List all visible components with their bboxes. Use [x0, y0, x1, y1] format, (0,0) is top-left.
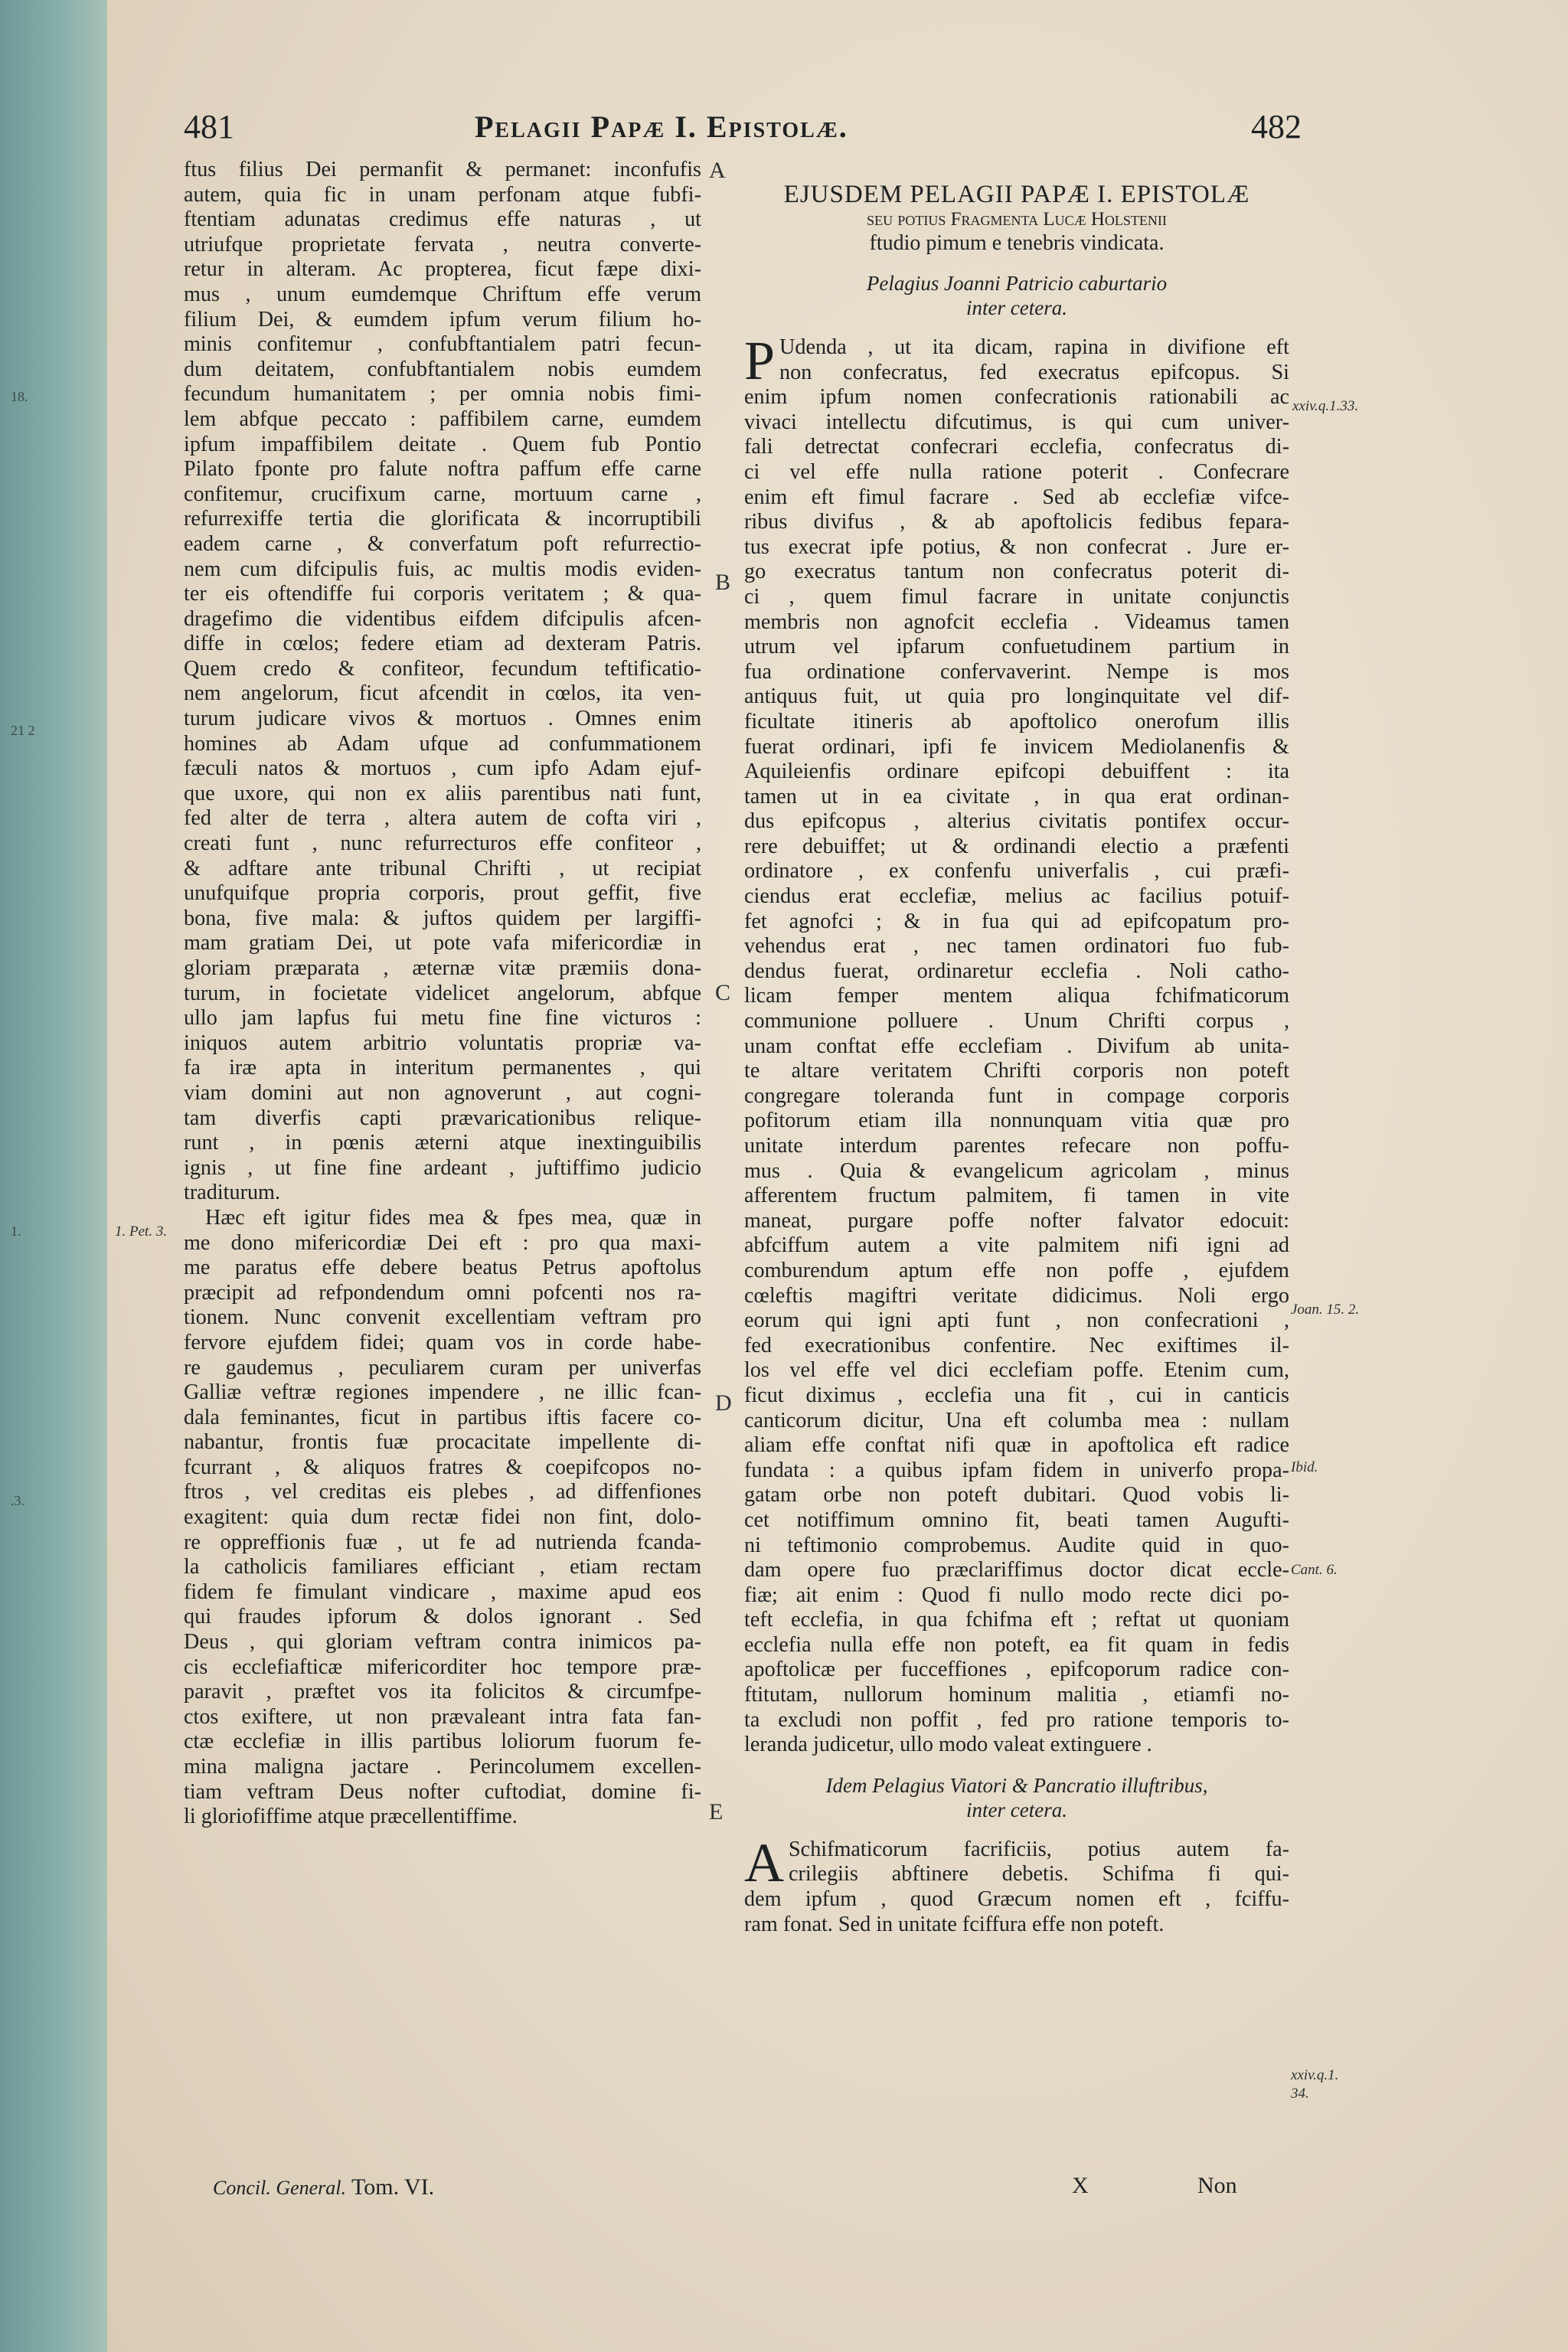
margin-reference: 1. Pet. 3.	[115, 1223, 168, 1240]
text-line: apoftolicæ per fucceffiones , epifcoporum radice con-	[744, 1658, 1289, 1682]
text-line: ctæ ecclefiæ in illis partibus loliorum fuorum fe-	[184, 1730, 701, 1754]
text-line: nem cum difcipulis fuis, ac multis modis eviden-	[184, 557, 701, 581]
text-line: fali detrectat confecrari ecclefia, confecratus di-	[744, 435, 1289, 459]
text-line: dem ipfum , quod Græcum nomen eft , fciffu-	[744, 1887, 1289, 1912]
text-line: fecundum humanitatem ; per omnia nobis fimi-	[184, 382, 701, 407]
page-number-right: 482	[1251, 108, 1302, 145]
text-line: fed alter de terra , altera autem de cofta viri ,	[184, 806, 701, 831]
text-line: filium Dei, & eumdem ipfum verum filium ho-	[184, 307, 701, 332]
text-line: ribus divifus , & ab apoftolicis fedibus fepara-	[744, 510, 1289, 534]
left-column-text	[184, 158, 701, 1830]
text-line: dam opere fuo præclariffimus doctor dicat eccle-	[744, 1558, 1289, 1583]
text-line: tionem. Nunc convenit excellentiam veftram pro	[184, 1305, 701, 1330]
gutter-mark: .3.	[11, 1493, 24, 1508]
text-line: cet notiffimum omnino fit, beati tamen Augufti-	[744, 1508, 1289, 1532]
text-line: aliam effe conftat nifi quæ in apoftolica eft radice	[744, 1433, 1289, 1458]
section-title: EJUSDEM PELAGII PAPÆ I. EPISTOLÆ	[783, 181, 1250, 208]
footer-tome: Tom. VI.	[351, 2174, 435, 2200]
text-line: mam gratiam Dei, ut pote vafa mifericordiæ in	[184, 931, 701, 956]
text-line: mina maligna jactare . Perincolumem excellen-	[184, 1755, 701, 1779]
text-line: dus epifcopus , alterius civitatis pontifex occur-	[744, 809, 1289, 834]
text-line: ctos exiftere, ut non prævaleant intra fata fan-	[184, 1704, 701, 1729]
text-line: fervore ejufdem fidei; quam vos in corde habe-	[184, 1330, 701, 1354]
text-line: unam conftat effe ecclefiam . Divifum ab unita-	[744, 1034, 1289, 1058]
text-line: ordinatore , ex confenfu univerfalis , cui præfi-	[744, 859, 1289, 884]
gutter-mark: 21 2	[11, 723, 35, 738]
text-line: dala feminantes, ficut in partibus iftis facere co-	[184, 1405, 701, 1429]
text-line: li gloriofiffime atque præcellentiffime.	[184, 1805, 518, 1829]
text-line: cœleftis magiftri veritate didicimus. Noli ergo	[744, 1283, 1289, 1308]
text-line: præcipit ad refpondendum omni pofcenti nos ra-	[184, 1280, 701, 1305]
text-line: ftitutam, nullorum hominum malitia , etiamfi no-	[744, 1683, 1289, 1707]
text-line: autem, quia fic in unam perfonam atque fubfi-	[184, 182, 701, 207]
drop-cap: A	[744, 1831, 784, 1893]
running-title: Pelagii Papæ I. Epistolæ.	[475, 109, 848, 144]
text-line: utriufque proprietate fervata , neutra converte-	[184, 232, 701, 256]
text-line: abfciffum autem a vite palmitem nifi igni ad	[744, 1233, 1289, 1258]
text-line: confitemur, crucifixum carne, mortuum carne ,	[184, 482, 701, 506]
margin-reference: 34.	[1291, 2086, 1309, 2102]
text-line: tiam veftram Deus nofter cuftodiat, domine fi-	[184, 1779, 701, 1804]
text-line: ciendus erat ecclefiæ, melius ac facilius potuif-	[744, 884, 1289, 909]
margin-reference: Ibid.	[1291, 1459, 1318, 1475]
text-line: re oppreffionis fuæ , ut fe ad nutrienda fcanda-	[184, 1530, 701, 1554]
catchword: Non	[1197, 2173, 1237, 2198]
text-line: te altare veritatem Chrifti corporis non poteft	[744, 1059, 1289, 1083]
text-line: creati funt , nunc refurrecturos effe confiteor ,	[184, 831, 701, 856]
text-line: diffe in cœlos; federe etiam ad dexteram Patris.	[184, 632, 701, 656]
text-line: congregare toleranda funt in compage corporis	[744, 1083, 1289, 1108]
text-line: turum, in focietate videlicet angelorum, abfque	[184, 981, 701, 1005]
text-line: fiæ; ait enim : Quod fi nullo modo recte dici po-	[744, 1583, 1289, 1607]
text-line: antiquus fuit, ut quia pro longinquitate vel dif-	[744, 684, 1289, 709]
text-line: fundata : a quibus ipfam fidem in univerfo propa-	[744, 1458, 1289, 1482]
text-line: ipfum impaffibilem deitate . Quem fub Pontio	[184, 432, 701, 456]
text-line: rere debuiffet; ut & ordinandi electio a præfenti	[744, 834, 1289, 858]
text-line: ftros , vel creditas eis plebes , ad diffenfiones	[184, 1480, 701, 1504]
gutter-mark: 1.	[11, 1223, 21, 1239]
text-line: fua ordinatione confervaverint. Nempe is mos	[744, 659, 1289, 684]
margin-reference: Cant. 6.	[1291, 1562, 1338, 1578]
addressee-heading-4: inter cetera.	[966, 1798, 1067, 1821]
addressee-heading-2: inter cetera.	[966, 296, 1067, 319]
text-line: fed execrationibus confentire. Nec exiftimes il-	[744, 1333, 1289, 1357]
signature-mark: X	[1072, 2173, 1089, 2198]
right-column-text	[744, 181, 1289, 1937]
text-line: teft ecclefia, in qua fchifma eft ; reftat ut quoniam	[744, 1608, 1289, 1632]
text-line: minis confitemur , confubftantialem patri fecun-	[184, 332, 701, 357]
margin-letter-d: D	[715, 1390, 732, 1416]
book-gutter	[0, 0, 107, 2352]
text-line: unitate interdum parentes refecare non poffu-	[744, 1134, 1289, 1158]
text-line: refurrexiffe tertia die glorificata & incorruptibili	[184, 507, 701, 531]
text-line: tam diverfis capti prævaricationibus relique-	[184, 1106, 701, 1130]
text-line: traditurum.	[184, 1181, 281, 1205]
text-line: fa iræ apta in interitum permanentes , qui	[184, 1056, 701, 1080]
addressee-heading-3: Idem Pelagius Viatori & Pancratio illuftribus,	[825, 1773, 1208, 1797]
text-line: fæculi natos & mortuos , cum ipfo Adam ejuf-	[184, 756, 701, 781]
text-line: unufquifque propria corporis, prout geffit, five	[184, 881, 701, 906]
text-line: bona, five mala: & juftos quidem per largiffi-	[184, 906, 701, 930]
text-line: iniquos autem arbitrio voluntatis propriæ va-	[184, 1031, 701, 1055]
text-line: fuerat ordinari, ipfi fe invicem Mediolanenfis &	[744, 734, 1289, 759]
drop-cap: P	[744, 330, 776, 391]
text-line: & adftare ante tribunal Chrifti , ut recipiat	[184, 856, 701, 880]
margin-letter-b: B	[715, 570, 731, 595]
text-line: afferentem fructum palmitem, fi tamen in vite	[744, 1184, 1289, 1208]
text-line: los vel effe vel dici ecclefiam poffe. Etenim cum,	[744, 1358, 1289, 1383]
text-line: Udenda , ut ita dicam, rapina in divifione eft	[779, 335, 1289, 359]
text-line: exagitent: quia dum rectæ fidei non fint, dolo-	[184, 1505, 701, 1530]
text-line: leranda judicetur, ullo modo valeat extinguere .	[744, 1733, 1152, 1757]
text-line: dendus fuerat, ordinaretur ecclefia . Noli catho-	[744, 959, 1289, 983]
section-subtitle: seu potius Fragmenta Lucæ Holstenii	[867, 209, 1167, 230]
text-line: me dono mifericordiæ Dei eft : pro qua maxi-	[184, 1230, 701, 1255]
addressee-heading: Pelagius Joanni Patricio caburtario	[866, 272, 1168, 295]
text-line: ecclefia nulla effe non poteft, ea fit quam in fedis	[744, 1632, 1289, 1657]
text-line: fidem fe fimulant vindicare , maxime apud eos	[184, 1579, 701, 1604]
footer-source	[213, 2174, 434, 2200]
text-line: maneat, purgare poffe nofter falvator edocuit:	[744, 1208, 1289, 1233]
text-line: comburendum aptum effe non poffe , ejufdem	[744, 1258, 1289, 1282]
text-line: retur in alteram. Ac propterea, ficut fæpe dixi-	[184, 257, 701, 282]
text-line: tamen ut in ea civitate , in qua erat ordinan-	[744, 784, 1289, 808]
text-line: eadem carne , & converfatum poft refurrectio-	[184, 531, 701, 556]
text-line: Aquileienfis ordinare epifcopi debuiffent : ita	[744, 760, 1289, 784]
text-line: ficultate itineris ab apoftolico onerofum illis	[744, 709, 1289, 733]
text-line: qui fraudes ipforum & dolos ignorant . Sed	[184, 1605, 701, 1629]
text-line: Quem credo & confiteor, fecundum teftificatio-	[184, 656, 701, 681]
text-line: eorum qui igni apti funt , non confecrationi ,	[744, 1308, 1289, 1333]
margin-letter-e: E	[709, 1799, 724, 1824]
text-line: fcurrant , & aliquos fratres & coepifcopos no-	[184, 1455, 701, 1479]
text-line: ftus filius Dei permanfit & permanet: inconfufis	[184, 158, 701, 181]
text-line: paravit , præftet vos ita folicitos & circumfpe-	[184, 1680, 701, 1704]
text-line: non confecratus, fed execratus epifcopus. Si	[779, 360, 1289, 384]
text-line: Pilato fponte pro falute noftra paffum effe carne	[184, 457, 701, 482]
paragraph-2	[744, 1831, 1289, 1937]
text-line: Hæc eft igitur fides mea & fpes mea, quæ in	[205, 1205, 701, 1230]
text-line: viam domini aut non agnoverunt , aut cogni-	[184, 1080, 701, 1105]
text-line: ta excludi non poffit , fed pro ratione temporis to-	[744, 1707, 1289, 1732]
running-header	[184, 107, 1302, 153]
text-line: que uxore, qui non ex aliis parentibus nati funt,	[184, 781, 701, 805]
text-line: ci , quem fimul facrare in unitate conjunctis	[744, 584, 1289, 609]
margin-reference: xxiv.q.1.	[1291, 2067, 1339, 2083]
text-line: runt , in pœnis æterni atque inextinguibilis	[184, 1131, 701, 1155]
text-line: nem angelorum, ficut afcendit in cœlos, ita ven-	[184, 681, 701, 706]
text-line: ficut diximus , ecclefia una fit , cui in canticis	[744, 1383, 1289, 1407]
text-line: enim eft fimul facrare . Sed ab ecclefiæ vifce-	[744, 485, 1289, 509]
text-line: me paratus effe debere beatus Petrus apoftolus	[184, 1256, 701, 1280]
text-line: mus . Quia & evangelicum agricolam , minus	[744, 1158, 1289, 1183]
margin-reference: xxiv.q.1.33.	[1292, 398, 1359, 414]
text-line: ftentiam adunatas credimus effe naturas , ut	[184, 207, 701, 232]
text-line: ci vel effe nulla ratione poterit . Confecrare	[744, 459, 1289, 484]
text-line: re gaudemus , peculiarem curam per univerfas	[184, 1355, 701, 1380]
text-line: utrum vel ipfarum confuetudinem partium in	[744, 635, 1289, 659]
text-line: communione polluere . Unum Chrifti corpus ,	[744, 1009, 1289, 1034]
text-line: gloriam præparata , æternæ vitæ præmiis dona-	[184, 956, 701, 980]
text-line: tus execrat ipfe potius, & non confecrat . Jure er-	[744, 534, 1289, 559]
text-line: fet agnofci ; & in fua qui ad epifcopatum pro-	[744, 909, 1289, 933]
text-line: crilegiis abftinere debetis. Schifma fi qui-	[789, 1862, 1289, 1886]
text-line: mus , unum eumdemque Chriftum effe verum	[184, 282, 701, 306]
margin-letter-c: C	[715, 980, 731, 1005]
text-line: nabantur, frontis fuæ procacitate impellente di-	[184, 1430, 701, 1455]
text-line: lem abfque peccato : paffibilem carne, eumdem	[184, 407, 701, 431]
margin-letter-a: A	[709, 158, 726, 183]
text-line: gatam orbe non poteft dubitari. Quod vobis li-	[744, 1483, 1289, 1508]
margin-reference: Joan. 15. 2.	[1291, 1302, 1360, 1318]
text-line: turum judicare vivos & mortuos . Omnes enim	[184, 707, 701, 731]
text-line: cis ecclefiafticæ mifericorditer hoc tempore præ-	[184, 1655, 701, 1679]
text-line: ter eis oftendiffe fui corporis veritatem ; & qua-	[184, 582, 701, 606]
text-line: ignis , ut fine fine ardeant , juftiffimo judicio	[184, 1155, 701, 1180]
footer-source-italic: Concil. General.	[213, 2177, 347, 2199]
text-line: dum deitatem, confubftantialem nobis eumdem	[184, 357, 701, 381]
text-line: membris non agnofcit ecclefia . Videamus tamen	[744, 609, 1289, 634]
section-subtitle-2: ftudio pimum e tenebris vindicata.	[869, 231, 1165, 255]
text-line: licam femper mentem aliqua fchifmaticorum	[744, 984, 1289, 1008]
text-line: la catholicis familiares efficiant , etiam rectam	[184, 1555, 701, 1579]
text-line: ni teftimonio comprobemus. Audite quid in quo-	[744, 1533, 1289, 1557]
page-number-left: 481	[184, 108, 234, 145]
text-line: pofitorum etiam illa nonnunquam vitia quæ pro	[744, 1109, 1289, 1133]
text-line: ram fonat. Sed in unitate fciffura effe non poteft.	[744, 1912, 1165, 1936]
text-line: dragefimo die videntibus eifdem difcipulis afcen-	[184, 606, 701, 631]
text-line: vehendus erat , nec tamen ordinatori fuo fub-	[744, 934, 1289, 959]
text-line: ullo jam lapfus fui metu fine fine victuros :	[184, 1006, 701, 1031]
text-line: Deus , qui gloriam veftram contra inimicos pa-	[184, 1630, 701, 1655]
gutter-mark: 18.	[11, 389, 28, 404]
text-line: Galliæ veftræ regiones impendere , ne illic fcan-	[184, 1380, 701, 1405]
text-line: vivaci intellectu difcutimus, is qui cum univer-	[744, 410, 1289, 434]
text-line: homines ab Adam ufque ad confummationem	[184, 731, 701, 756]
text-line: Schifmaticorum facrificiis, potius autem fa-	[789, 1837, 1289, 1861]
paragraph-1	[744, 330, 1289, 1758]
text-line: canticorum dicitur, Una eft columba mea : nullam	[744, 1408, 1289, 1432]
text-line: enim ipfum nomen confecrationis rationabili ac	[744, 385, 1289, 410]
text-line: go execratus tantum non confecratus poterit di-	[744, 560, 1289, 584]
